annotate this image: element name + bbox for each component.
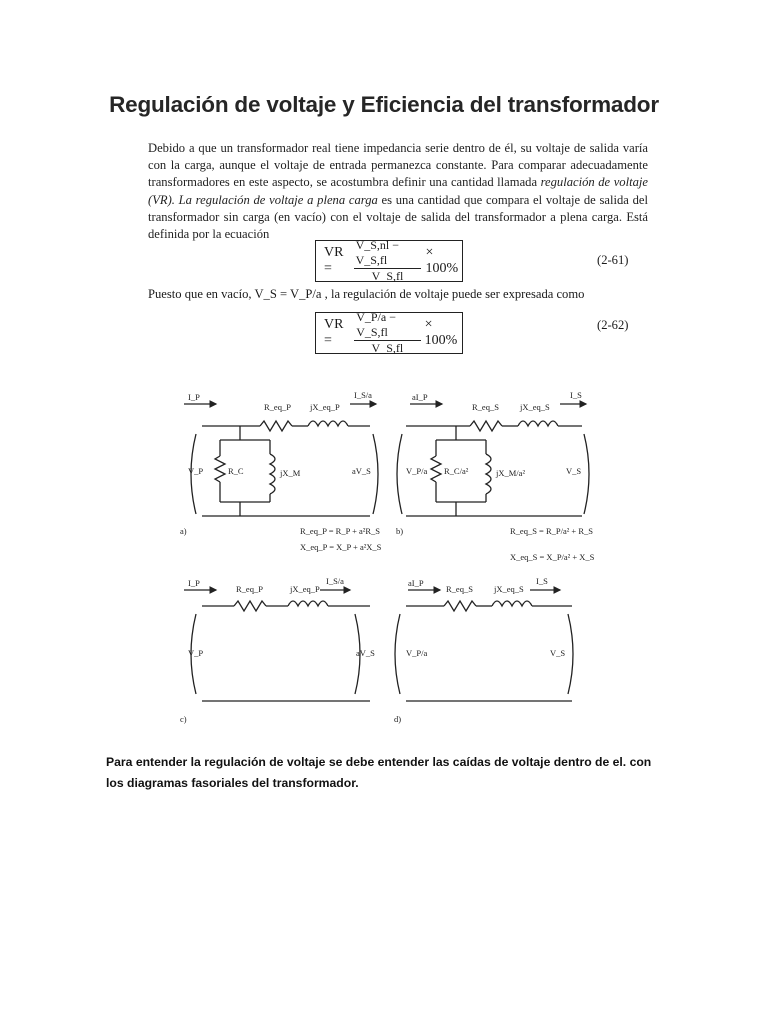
label-b-current-out: I_S: [570, 390, 582, 400]
paragraph-italic: regulación de voltaje (VR). La regulación de voltaje a plena carga: [148, 175, 648, 207]
label-panel-d: d): [394, 714, 402, 724]
page-title: Regulación de voltaje y Eficiencia del transformador: [109, 92, 659, 117]
equation-number: (2-62): [597, 318, 629, 332]
paragraph-part2: es una cantidad que compara el voltaje de salida del transformador sin carga (en vacío) con el voltaje de salida del transformador a plena carga. Está definida por la ecuación: [148, 192, 648, 242]
intro-paragraph: [148, 140, 648, 243]
equation-numerator: V_P/a − V_S,fl: [354, 310, 420, 341]
label-b-eq2: X_eq_S = X_P/a² + X_S: [510, 552, 595, 562]
equation-suffix: × 100%: [425, 245, 459, 276]
label-panel-c: c): [180, 714, 187, 724]
label-a-xeq: jX_eq_P: [310, 402, 340, 412]
circuit-panel-d: [395, 590, 573, 701]
label-a-eq2: X_eq_P = X_P + a²X_S: [300, 542, 382, 552]
label-b-req: R_eq_S: [472, 402, 499, 412]
circuit-panel-c: [184, 590, 370, 701]
note-paragraph: Para entender la regulación de voltaje se debe entender las caídas de voltaje dentro de el. con los diagramas fasoriales del transformador.: [106, 755, 652, 790]
label-b-rc: R_C/a²: [444, 466, 469, 476]
label-b-eq1: R_eq_S = R_P/a² + R_S: [510, 526, 593, 536]
circuit-panel-a: [184, 404, 378, 516]
label-c-xeq: jX_eq_P: [290, 584, 320, 594]
label-b-vout: V_S: [566, 466, 582, 476]
label-c-vin: V_P: [188, 648, 204, 658]
label-panel-a: a): [180, 526, 187, 536]
label-panel-b: b): [396, 526, 404, 536]
label-a-rc: R_C: [228, 466, 244, 476]
label-d-req: R_eq_S: [446, 584, 473, 594]
label-b-vin: V_P/a: [406, 466, 428, 476]
label-c-vout: aV_S: [356, 648, 375, 658]
label-b-xm: jX_M/a²: [496, 468, 525, 478]
equation-numerator: V_S,nl − V_S,fl: [354, 238, 422, 269]
label-a-vin: V_P: [188, 466, 204, 476]
equation-number: (2-61): [597, 253, 629, 267]
label-a-current-out: I_S/a: [354, 390, 372, 400]
label-b-xeq: jX_eq_S: [520, 402, 550, 412]
equation-lhs: VR =: [324, 317, 344, 348]
label-c-current-in: I_P: [188, 578, 200, 588]
equation-lhs: VR =: [324, 245, 344, 276]
label-b-current-in: aI_P: [412, 392, 428, 402]
label-a-vout: aV_S: [352, 466, 371, 476]
label-c-req: R_eq_P: [236, 584, 263, 594]
equation-denominator: V_S,fl: [371, 341, 404, 355]
circuit-panel-b: [397, 404, 589, 516]
label-d-vout: V_S: [550, 648, 566, 658]
equation-2-61: [315, 240, 463, 282]
equation-fraction: [354, 238, 422, 284]
paragraph-part1: Debido a que un transformador real tiene impedancia serie dentro de él, su voltaje de salida varía con la carga, aunque el voltaje de entrada permanezca constante. Para comparar adecuadamente transformadores en este aspecto, se acostumbra definir una cantidad llamada: [148, 141, 648, 190]
label-c-current-out: I_S/a: [326, 576, 344, 586]
label-d-current-out: I_S: [536, 576, 548, 586]
equation-suffix: × 100%: [424, 317, 458, 348]
label-a-eq1: R_eq_P = R_P + a²R_S: [300, 526, 380, 536]
label-d-xeq: jX_eq_S: [494, 584, 524, 594]
label-a-req: R_eq_P: [264, 402, 291, 412]
equation-fraction: [354, 310, 420, 356]
label-d-vin: V_P/a: [406, 648, 428, 658]
sentence-vacio: Puesto que en vacío, V_S = V_P/a , la regulación de voltaje puede ser expresada como: [148, 287, 585, 301]
equation-2-62: [315, 312, 463, 354]
label-a-xm: jX_M: [280, 468, 301, 478]
label-a-current-in: I_P: [188, 392, 200, 402]
label-d-current-in: aI_P: [408, 578, 424, 588]
transformer-equivalent-circuits: [180, 384, 610, 734]
equation-denominator: V_S,fl: [371, 269, 404, 283]
